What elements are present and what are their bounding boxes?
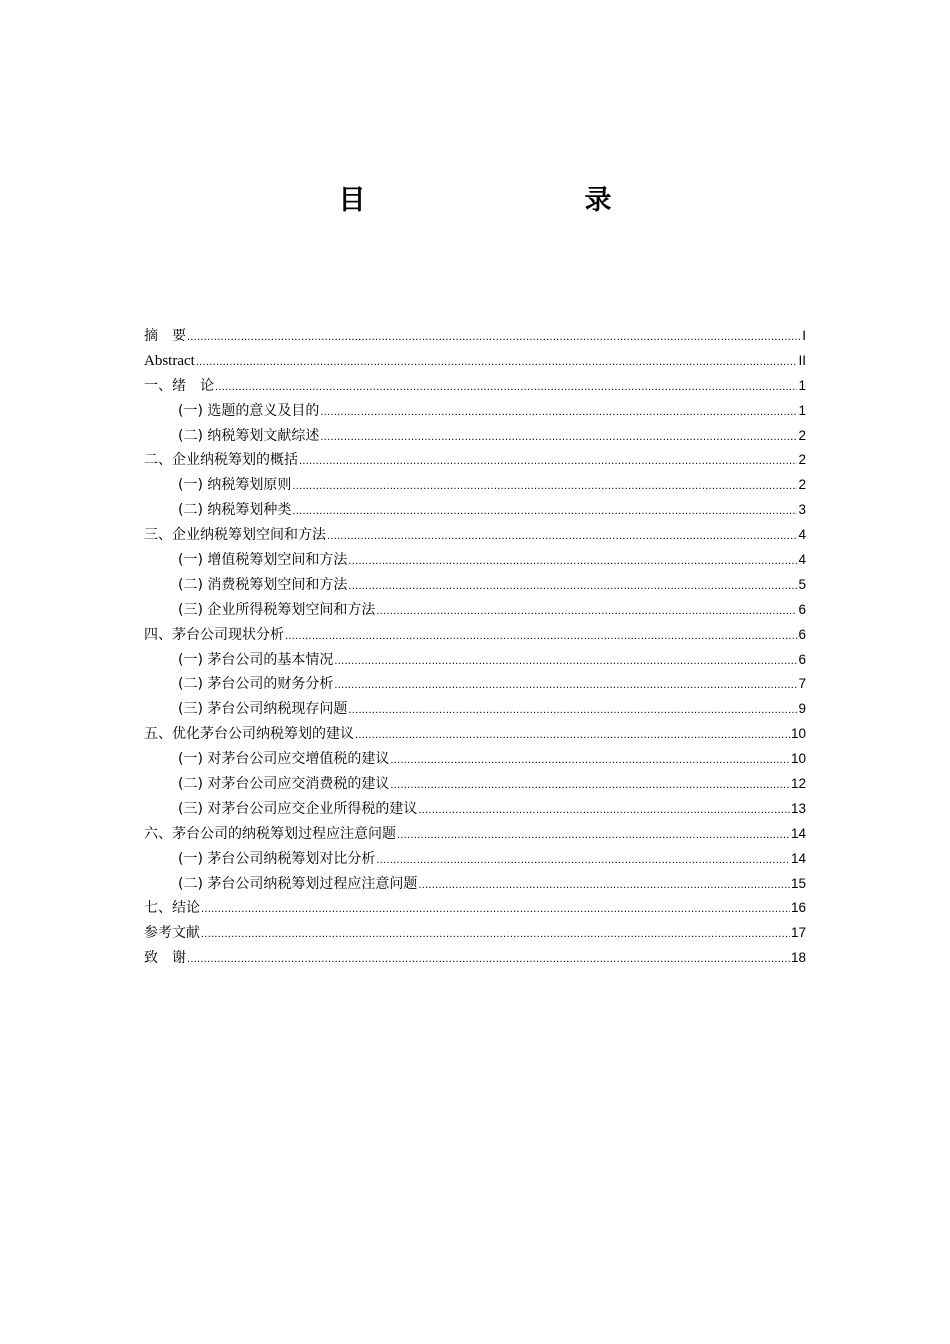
toc-dot-leader <box>397 823 790 848</box>
toc-dot-leader <box>201 922 790 947</box>
toc-entry-page-number: 3 <box>798 502 806 518</box>
toc-entry-page-number: 6 <box>798 626 806 642</box>
toc-dot-leader <box>334 673 797 698</box>
toc-entry-page-number: II <box>798 352 806 368</box>
toc-dot-leader <box>348 574 797 599</box>
toc-entry-label: (二) 对茅台公司应交消费税的建议 <box>178 776 390 793</box>
toc-entry-page-number: 12 <box>790 776 806 792</box>
toc-entry[interactable] <box>144 623 806 648</box>
toc-entry-page-number: 17 <box>790 925 806 941</box>
toc-entry-page-number: 1 <box>798 402 806 418</box>
toc-entry-page-number: 2 <box>798 477 806 493</box>
toc-entry-label: Abstract <box>144 352 195 369</box>
toc-entry[interactable] <box>144 747 806 772</box>
toc-entry[interactable] <box>144 598 806 623</box>
toc-entry-page-number: 18 <box>790 950 806 966</box>
toc-dot-leader <box>201 897 790 922</box>
toc-entry-label: 摘 要 <box>144 328 186 344</box>
toc-entry[interactable] <box>144 672 806 697</box>
toc-entry[interactable] <box>144 498 806 523</box>
toc-entry-label: 三、企业纳税筹划空间和方法 <box>144 527 326 544</box>
toc-entry-page-number: 6 <box>798 651 806 667</box>
toc-entry-page-number: 15 <box>790 875 806 891</box>
toc-dot-leader <box>187 947 790 972</box>
toc-list <box>144 324 806 971</box>
toc-entry-label: 六、茅台公司的纳税筹划过程应注意问题 <box>144 825 396 842</box>
toc-dot-leader <box>320 425 797 450</box>
toc-entry[interactable] <box>144 847 806 872</box>
toc-entry-label: (一) 茅台公司的基本情况 <box>178 651 334 668</box>
toc-dot-leader <box>215 375 797 400</box>
toc-dot-leader <box>418 798 790 823</box>
toc-entry[interactable] <box>144 896 806 921</box>
toc-entry-label: 七、结论 <box>144 900 200 917</box>
toc-dot-leader <box>285 624 797 649</box>
toc-entry-page-number: 14 <box>790 825 806 841</box>
toc-entry[interactable] <box>144 946 806 971</box>
toc-entry-label: (二) 茅台公司纳税筹划过程应注意问题 <box>178 875 418 892</box>
toc-entry[interactable] <box>144 573 806 598</box>
toc-entry[interactable] <box>144 548 806 573</box>
toc-entry-label: (一) 选题的意义及目的 <box>178 402 320 419</box>
toc-entry-page-number: 2 <box>798 452 806 468</box>
toc-entry-label: (一) 纳税筹划原则 <box>178 477 292 494</box>
toc-entry-label: 五、优化茅台公司纳税筹划的建议 <box>144 726 354 743</box>
toc-dot-leader <box>187 325 801 350</box>
toc-entry-page-number: 4 <box>798 527 806 543</box>
toc-entry-label: (一) 茅台公司纳税筹划对比分析 <box>178 850 376 867</box>
toc-entry-page-number: 16 <box>790 900 806 916</box>
toc-entry-label: 一、绪 论 <box>144 377 214 394</box>
toc-dot-leader <box>348 549 797 574</box>
toc-entry[interactable] <box>144 349 806 374</box>
toc-dot-leader <box>390 748 790 773</box>
toc-dot-leader <box>348 698 797 723</box>
toc-entry-label: (一) 对茅台公司应交增值税的建议 <box>178 751 390 768</box>
toc-title: 目 录 <box>338 185 667 216</box>
toc-entry-page-number: 14 <box>790 850 806 866</box>
toc-entry-label: 四、茅台公司现状分析 <box>144 626 284 643</box>
toc-dot-leader <box>292 474 797 499</box>
toc-entry[interactable] <box>144 722 806 747</box>
toc-dot-leader <box>292 499 797 524</box>
toc-entry-page-number: 6 <box>798 601 806 617</box>
toc-entry-label: (三) 对茅台公司应交企业所得税的建议 <box>178 800 418 817</box>
toc-entry-label: (二) 茅台公司的财务分析 <box>178 676 334 693</box>
toc-entry-label: 参考文献 <box>144 925 200 942</box>
toc-dot-leader <box>196 350 798 375</box>
toc-entry-label: (一) 增值税筹划空间和方法 <box>178 552 348 569</box>
toc-entry[interactable] <box>144 399 806 424</box>
toc-entry-page-number: 13 <box>790 800 806 816</box>
toc-entry-page-number: 10 <box>790 751 806 767</box>
toc-entry-page-number: 5 <box>798 576 806 592</box>
toc-entry-label: (二) 纳税筹划文献综述 <box>178 427 320 444</box>
toc-entry[interactable] <box>144 523 806 548</box>
toc-entry[interactable] <box>144 797 806 822</box>
toc-entry[interactable] <box>144 324 806 349</box>
toc-dot-leader <box>355 723 790 748</box>
toc-entry-label: 二、企业纳税筹划的概括 <box>144 452 298 469</box>
toc-entry-label: (三) 茅台公司纳税现存问题 <box>178 701 348 718</box>
toc-entry-page-number: 4 <box>798 552 806 568</box>
toc-entry[interactable] <box>144 648 806 673</box>
toc-entry[interactable] <box>144 772 806 797</box>
toc-entry-label: 致 谢 <box>144 950 186 967</box>
toc-entry-label: (二) 消费税筹划空间和方法 <box>178 576 348 593</box>
toc-dot-leader <box>418 873 790 898</box>
toc-entry[interactable] <box>144 822 806 847</box>
toc-entry-page-number: 10 <box>790 726 806 742</box>
toc-entry-page-number: 7 <box>798 676 806 692</box>
toc-entry[interactable] <box>144 448 806 473</box>
toc-dot-leader <box>334 649 797 674</box>
toc-dot-leader <box>390 773 790 798</box>
toc-dot-leader <box>376 599 797 624</box>
toc-dot-leader <box>327 524 797 549</box>
toc-entry-page-number: I <box>802 328 806 343</box>
toc-entry[interactable] <box>144 872 806 897</box>
toc-entry-page-number: 2 <box>798 427 806 443</box>
toc-entry-page-number: 9 <box>798 701 806 717</box>
toc-dot-leader <box>299 449 797 474</box>
toc-dot-leader <box>320 400 797 425</box>
toc-dot-leader <box>376 848 790 873</box>
toc-entry-page-number: 1 <box>798 377 806 393</box>
toc-entry[interactable] <box>144 697 806 722</box>
toc-entry[interactable] <box>144 921 806 946</box>
toc-entry[interactable] <box>144 473 806 498</box>
toc-entry[interactable] <box>144 374 806 399</box>
toc-entry[interactable] <box>144 424 806 449</box>
toc-entry-label: (二) 纳税筹划种类 <box>178 502 292 519</box>
toc-entry-label: (三) 企业所得税筹划空间和方法 <box>178 601 376 618</box>
